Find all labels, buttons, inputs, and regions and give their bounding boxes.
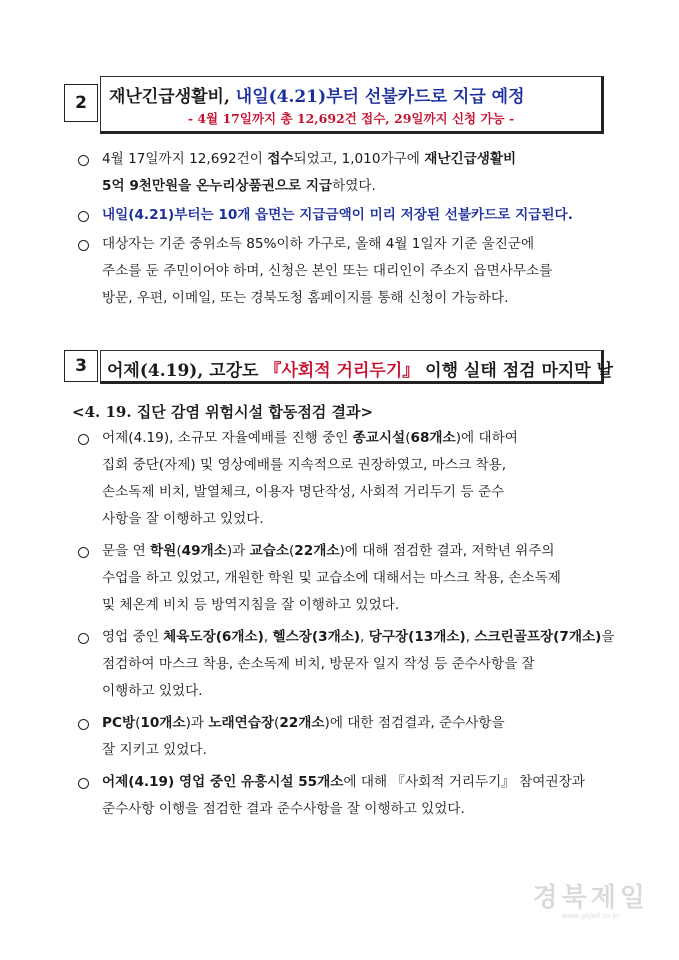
bullet-item [78,624,618,705]
section-2-title-box [100,76,604,134]
bullet-text-segment: 이행하고 있었다. [102,683,203,699]
bullet-text-segment: 재난긴급생활비 [424,151,517,167]
bullet-line [102,202,618,229]
bullet-text-segment: 대상자는 기준 중위소득 85%이하 가구로, 올해 4월 1일자 기준 울진군에 [102,236,535,252]
bullet-text-segment: ( [274,715,280,731]
bullet-line [102,651,618,678]
bullet-text-segment: 49개소 [181,543,227,559]
section-2-header [64,76,604,134]
bullet-circle-icon [78,778,89,789]
bullet-item [78,769,618,823]
bullet-line [102,796,618,823]
bullet-text-segment: , [465,629,475,645]
bullet-line [102,146,618,173]
bullet-text-segment: ( [176,543,182,559]
bullet-item [78,146,618,200]
bullet-line [102,506,618,533]
bullet-line [102,565,618,592]
section-3-title-box [100,350,614,384]
bullet-line [102,285,618,312]
bullet-text-segment: ( [135,715,141,731]
bullet-text-segment: 점검하여 마스크 착용, 손소독제 비치, 방문자 일지 작성 등 준수사항을 잘 [102,656,535,672]
bullet-text-segment: )에 대해 점검한 결과, 저학년 위주의 [339,543,555,559]
bullet-item [78,231,618,312]
bullet-text-segment: 종교시설 [352,430,406,446]
bullet-line [102,769,618,796]
bullet-text-segment: ( [405,430,411,446]
bullet-text-segment: 잘 지키고 있었다. [102,742,207,758]
bullet-text-segment: 되었고, 1,010가구에 [293,151,425,167]
bullet-text-segment: 준수사항 이행을 점검한 결과 준수사항을 잘 이행하고 있었다. [102,801,465,817]
bullet-text-segment: 문을 연 [102,543,151,559]
section-2-title-blue: 내일(4.21)부터 선불카드로 지급 예정 [235,87,525,107]
bullet-text-segment: 10개소 [140,715,186,731]
section-2-bullets [78,146,618,312]
bullet-circle-icon [78,155,89,166]
section-2-subtitle: - 4월 17일까지 총 12,692건 접수, 29일까지 신청 가능 - [187,111,515,126]
bullet-text-segment: 4월 17일까지 12,692건이 [102,151,268,167]
bullet-item [78,710,618,764]
bullet-text-segment: 하였다. [332,178,376,194]
bullet-text-segment: 사항을 잘 이행하고 있었다. [102,511,264,527]
bullet-line [102,592,618,619]
bullet-text-segment: PC방 [102,715,136,731]
bullet-text-segment: 68개소 [410,430,456,446]
section-3-header [64,350,614,388]
bullet-text-segment: 22개소 [279,715,325,731]
bullet-text-segment: 어제(4.19), 소규모 자율예배를 진행 중인 [102,430,353,446]
bullet-item [78,425,618,533]
section-2-number: 2 [64,84,98,122]
section-3-bullets [78,425,618,823]
bullet-circle-icon [78,547,89,558]
bullet-text-segment: )에 대하여 [455,430,518,446]
bullet-line [102,538,618,565]
watermark-url: www.gbjeil.co.kr [562,912,620,920]
bullet-text-segment: )과 [226,543,250,559]
bullet-item [78,202,618,229]
section-3-subhead: <4. 19. 집단 감염 위험시설 합동점검 결과> [72,403,374,421]
bullet-text-segment: 어제(4.19) 영업 중인 유흥시설 55개소 [102,774,344,790]
bullet-circle-icon [78,211,89,222]
bullet-circle-icon [78,434,89,445]
bullet-circle-icon [78,240,89,251]
bullet-line [102,678,618,705]
bullet-text-segment: 스크린골프장(7개소) [474,629,602,645]
bullet-text-segment: 에 대해 『사회적 거리두기』 참여권장과 [343,774,585,790]
bullet-text-segment: 수업을 하고 있었고, 개원한 학원 및 교습소에 대해서는 마스크 착용, 손소독제 [102,570,561,586]
watermark-text: 경북제일 [532,883,649,913]
bullet-text-segment: )에 대한 점검결과, 준수사항을 [324,715,505,731]
bullet-text-segment: 접수 [267,151,294,167]
bullet-text-segment: 체육도장(6개소) [163,629,264,645]
bullet-circle-icon [78,719,89,730]
bullet-text-segment: 5억 9천만원을 온누리상품권으로 지급 [102,178,333,194]
bullet-line [102,173,618,200]
section-3-title-black-2: 이행 실태 점검 마지막 날 [425,361,614,381]
bullet-text-segment: 손소독제 비치, 발열체크, 이용자 명단작성, 사회적 거리두기 등 준수 [102,484,505,500]
bullet-circle-icon [78,633,89,644]
bullet-line [102,452,618,479]
bullet-line [102,710,618,737]
bullet-text-segment: 방문, 우편, 이메일, 또는 경북도청 홈페이지를 통해 신청이 가능하다. [102,290,509,306]
watermark [533,877,649,920]
bullet-text-segment: 을 [601,629,615,645]
bullet-text-segment: 집회 중단(자제) 및 영상예배를 지속적으로 권장하였고, 마스크 착용, [102,457,507,473]
bullet-text-segment: 학원 [150,543,177,559]
bullet-text-segment: 영업 중인 [102,629,164,645]
bullet-text-segment: ( [288,543,295,559]
bullet-text-segment: , [263,629,273,645]
bullet-text-segment: 헬스장(3개소) [272,629,361,645]
bullet-line [102,479,618,506]
section-3-title-red: 『사회적 거리두기』 [264,361,420,381]
bullet-text-segment: 내일(4.21)부터는 10개 읍면는 지급금액이 미리 저장된 선불카드로 지급된다. [102,207,573,223]
bullet-text-segment: 교습소 [249,543,289,559]
bullet-text-segment: )과 [185,715,209,731]
bullet-text-segment: , [360,629,369,645]
bullet-text-segment: 당구장(13개소) [368,629,466,645]
bullet-line [102,624,618,651]
bullet-line [102,425,618,452]
bullet-text-segment: 노래연습장 [208,715,275,731]
bullet-line [102,231,618,258]
section-2-title-black: 재난긴급생활비, [109,87,230,107]
bullet-text-segment: 및 체온계 비치 등 방역지침을 잘 이행하고 있었다. [102,597,400,613]
section-3-title-black: 어제(4.19), 고강도 [107,361,259,381]
bullet-item [78,538,618,619]
section-3-number: 3 [64,350,98,382]
bullet-line [102,258,618,285]
bullet-text-segment: 22개소 [294,543,340,559]
bullet-text-segment: 주소를 둔 주민이어야 하며, 신청은 본인 또는 대리인이 주소지 읍면사무소를 [102,263,553,279]
bullet-line [102,737,618,764]
